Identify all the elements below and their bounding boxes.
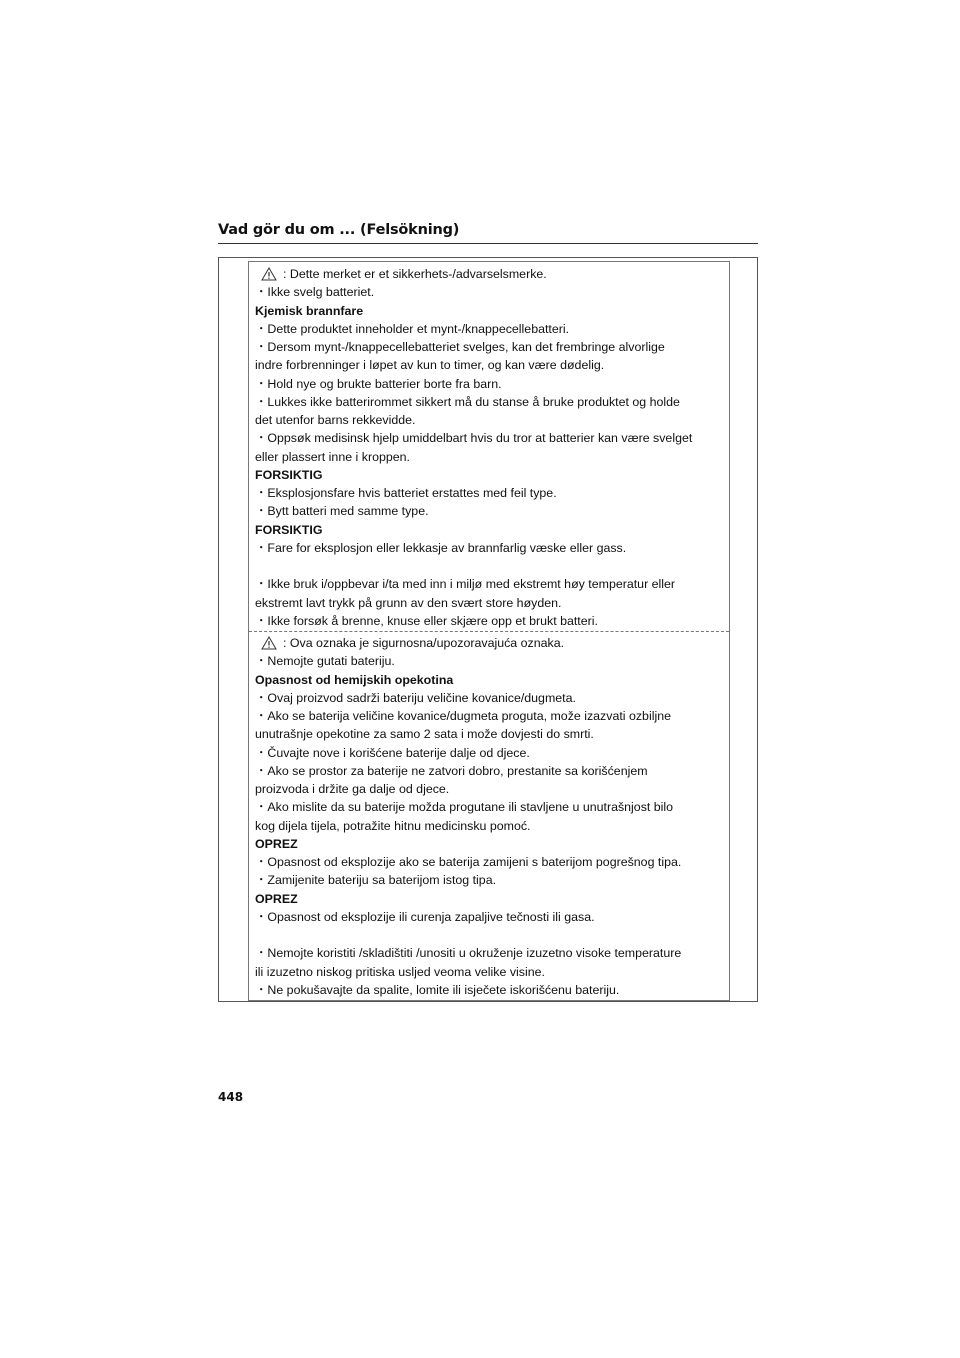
header-rule [218, 243, 758, 244]
bottom-rule [249, 1000, 729, 1001]
warning-symbol-text: : Dette merket er et sikkerhets-/advarselsmerke. [283, 267, 547, 281]
text-line: det utenfor barns rekkevidde. [255, 413, 416, 427]
text-line: ・Opasnost od eksplozije ili curenja zapaljive tečnosti ili gasa. [255, 909, 595, 924]
text-line: ・Ako se prostor za baterije ne zatvori dobro, prestanite sa korišćenjem [255, 763, 648, 778]
text-line: ・Čuvajte nove i korišćene baterije dalje od djece. [255, 745, 530, 760]
text-line: ・Oppsøk medisinsk hjelp umiddelbart hvis du tror at batterier kan være svelget [255, 431, 693, 446]
text-line: ・Opasnost od eksplozije ako se baterija zamijeni s baterijom pogrešnog tipa. [255, 855, 682, 869]
warning-section-croatian [255, 634, 725, 999]
text-line: ・Dersom mynt-/knappecellebatteriet svelges, kan det frembringe alvorlige [255, 340, 665, 354]
text-line: ili izuzetno niskog pritiska usljed veoma velike visine. [255, 964, 545, 979]
text-line: proizvoda i držite ga dalje od djece. [255, 782, 450, 796]
text-line: ・Zamijenite bateriju sa baterijom istog tipa. [255, 873, 497, 888]
text-line: ・Fare for eksplosjon eller lekkasje av brannfarlig væske eller gass. [255, 540, 627, 555]
text-line: ・Hold nye og brukte batterier borte fra barn. [255, 376, 502, 391]
text-line: ・Ako se baterija veličine kovanice/dugmeta proguta, može izazvati ozbiljne [255, 709, 671, 723]
warning-triangle-icon [261, 636, 277, 650]
text-line: ・Ne pokušavajte da spalite, lomite ili isječete iskorišćenu bateriju. [255, 982, 620, 997]
text-line: unutrašnje opekotine za samo 2 sata i može dovjesti do smrti. [255, 727, 594, 742]
text-line: ekstremt lavt trykk på grunn av den svært store høyden. [255, 595, 562, 610]
page-number: 448 [218, 1090, 244, 1104]
section-heading: OPREZ [255, 836, 298, 851]
warning-triangle-icon [261, 267, 277, 281]
text-line: ・Ikke svelg batteriet. [255, 285, 375, 300]
warning-symbol-line [255, 265, 725, 283]
text-line: ・Ako mislite da su baterije možda progutane ili stavljene u unutrašnjost bilo [255, 800, 674, 815]
text-line: ・Ovaj proizvod sadrži bateriju veličine kovanice/dugmeta. [255, 690, 576, 705]
text-line: ・Eksplosjonsfare hvis batteriet erstattes med feil type. [255, 486, 557, 500]
text-line: ・Bytt batteri med samme type. [255, 504, 429, 519]
warning-symbol-line [255, 634, 725, 652]
section-divider [249, 631, 729, 632]
text-line: indre forbrenninger i løpet av kun to timer, og kan være dødelig. [255, 358, 605, 373]
section-heading: OPREZ [255, 891, 298, 906]
section-heading: Opasnost od hemijskih opekotina [255, 672, 454, 687]
section-heading: FORSIKTIG [255, 522, 323, 537]
text-line: ・Nemojte gutati bateriju. [255, 654, 395, 669]
section-lines [255, 283, 725, 630]
warning-symbol-text: : Ova oznaka je sigurnosna/upozoravajuća oznaka. [283, 636, 565, 650]
text-line: ・Ikke forsøk å brenne, knuse eller skjære opp et brukt batteri. [255, 613, 598, 628]
text-line: kog dijela tijela, potražite hitnu medicinsku pomoć. [255, 818, 531, 833]
text-line: ・Ikke bruk i/oppbevar i/ta med inn i miljø med ekstremt høy temperatur eller [255, 577, 676, 592]
text-line: ・Dette produktet inneholder et mynt-/knappecellebatteri. [255, 321, 570, 336]
text-line: ・Nemojte koristiti /skladištiti /unositi u okruženje izuzetno visoke temperature [255, 946, 682, 961]
warning-section-norwegian [255, 265, 725, 630]
page-title: Vad gör du om ... (Felsökning) [218, 222, 460, 238]
blank-line [255, 926, 725, 944]
text-line: ・Lukkes ikke batterirommet sikkert må du stanse å bruke produktet og holde [255, 394, 680, 409]
section-lines [255, 652, 725, 999]
section-heading: FORSIKTIG [255, 467, 323, 482]
blank-line [255, 557, 725, 575]
section-heading: Kjemisk brannfare [255, 303, 364, 318]
text-line: eller plassert inne i kroppen. [255, 449, 410, 464]
